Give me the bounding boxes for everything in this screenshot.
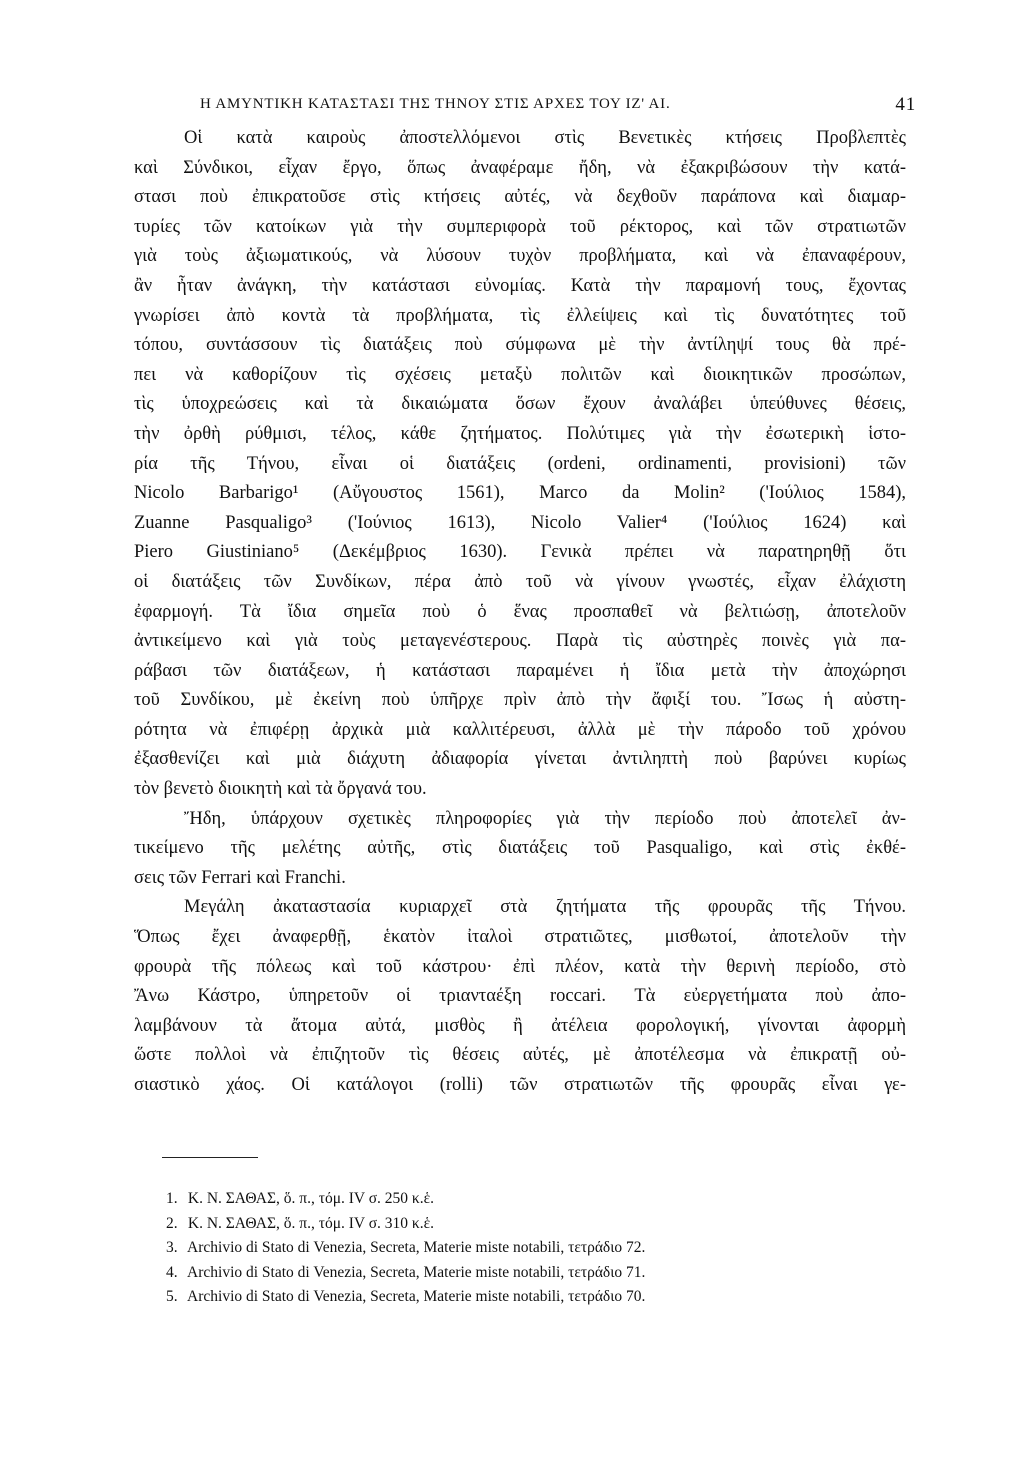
- text-line: ρία τῆς Τήνου, εἶναι οἱ διατάξεις (ordeni, ordinamenti, provisioni) τῶν: [134, 453, 906, 474]
- footnote-number: 3.: [166, 1239, 178, 1256]
- footnote-number: 2.: [166, 1214, 178, 1232]
- text-line: σιαστικὸ χάος. Οἱ κατάλογοι (rolli) τῶν στρατιωτῶν τῆς φρουρᾶς εἶναι γε-: [134, 1075, 906, 1095]
- text-line: σεις τῶν Ferrari καὶ Franchi.: [134, 867, 346, 888]
- running-header: [200, 96, 916, 120]
- footnote-text: Κ. Ν. ΣΑΘΑΣ, ὅ. π., τόμ. IV σ. 250 κ.ἑ.: [187, 1190, 434, 1207]
- footnote: [166, 1285, 886, 1310]
- text-line: λαμβάνουν τὰ ἄτομα αὐτά, μισθὸς ἢ ἀτέλεια φορολογική, γίνονται ἀφορμὴ: [134, 1015, 906, 1036]
- text-line: τὸν βενετὸ διοικητὴ καὶ τὰ ὄργανά του.: [134, 779, 427, 800]
- text-line: ἂν ἦταν ἀνάγκη, τὴν κατάστασι εὐνομίας. Κατὰ τὴν παραμονή τους, ἔχοντας: [134, 275, 906, 296]
- text-line: Ὅπως ἔχει ἀναφερθῇ, ἑκατὸν ἰταλοὶ στρατιῶτες, μισθωτοί, ἀποτελοῦν τὴν: [134, 927, 906, 948]
- footnote-number: 4.: [166, 1263, 178, 1281]
- text-line: ρότητα νὰ ἐπιφέρῃ ἀρχικὰ μιὰ καλλιτέρευσι, ἀλλὰ μὲ τὴν πάροδο τοῦ χρόνου: [134, 719, 906, 740]
- text-line: ἐξασθενίζει καὶ μιὰ διάχυτη ἀδιαφορία γίνεται ἀντιληπτὴ ποὺ βαρύνει κυρίως: [134, 749, 906, 770]
- text-line: Nicolo Barbarigo¹ (Αὔγουστος 1561), Marco da Molin² ('Ιούλιος 1584),: [134, 483, 906, 504]
- text-line: στασι ποὺ ἐπικρατοῦσε στὶς κτήσεις αὐτές, νὰ δεχθοῦν παράπονα καὶ διαμαρ-: [134, 187, 906, 208]
- text-line: οἱ διατάξεις τῶν Συνδίκων, πέρα ἀπὸ τοῦ νὰ γίνουν γνωστές, εἶχαν ἐλάχιστη: [134, 571, 906, 592]
- text-line: τόπου, συντάσσουν τὶς διατάξεις ποὺ σύμφωνα μὲ τὴν ἀντίληψί τους θὰ πρέ-: [134, 335, 906, 356]
- text-line: φρουρὰ τῆς πόλεως καὶ τοῦ κάστρου· ἐπὶ πλέον, κατὰ τὴν θερινὴ περίοδο, στὸ: [134, 956, 906, 977]
- text-line: ράβασι τῶν διατάξεων, ἡ κατάστασι παραμένει ἡ ἴδια μετὰ τὴν ἀποχώρησι: [134, 660, 906, 681]
- text-line: γνωρίσει ἀπὸ κοντὰ τὰ προβλήματα, τὶς ἐλλείψεις καὶ τὶς δυνατότητες τοῦ: [134, 305, 906, 326]
- text-line: Ἄνω Κάστρο, ὑπηρετοῦν οἱ τριανταέξη roccari. Τὰ εὐεργετήματα ποὺ ἀπο-: [134, 986, 906, 1007]
- text-line: τὶς ὑποχρεώσεις καὶ τὰ δικαιώματα ὅσων ἔχουν ἀναλάβει ὑπεύθυνες θέσεις,: [134, 394, 906, 415]
- footnote: [166, 1187, 886, 1212]
- footnote-text: Κ. Ν. ΣΑΘΑΣ, ὅ. π., τόμ. IV σ. 310 κ.ἑ.: [187, 1214, 434, 1232]
- text-line: πει νὰ καθορίζουν τὶς σχέσεις μεταξὺ πολιτῶν καὶ διοικητικῶν προσώπων,: [134, 364, 906, 385]
- footnote-divider: [162, 1157, 258, 1158]
- text-line: τοῦ Συνδίκου, μὲ ἐκείνη ποὺ ὑπῆρχε πρὶν ἀπὸ τὴν ἄφιξί του. Ἴσως ἡ αὐστη-: [134, 690, 906, 711]
- footnote: [166, 1236, 886, 1261]
- page-number: 41: [895, 94, 916, 115]
- text-line: ἐφαρμογή. Τὰ ἴδια σημεῖα ποὺ ὁ ἕνας προσπαθεῖ νὰ βελτιώσῃ, ἀποτελοῦν: [134, 601, 906, 622]
- text-line: τὴν ὀρθὴ ρύθμισι, τέλος, κάθε ζητήματος. Πολύτιμες γιὰ τὴν ἐσωτερικὴ ἱστο-: [134, 423, 906, 444]
- footnote-text: Archivio di Stato di Venezia, Secreta, Materie miste notabili, τετράδιο 71.: [187, 1263, 646, 1281]
- footnotes: [166, 1187, 886, 1310]
- running-title: Η ΑΜΥΝΤΙΚΗ ΚΑΤΑΣΤΑΣΙ ΤΗΣ ΤΗΝΟΥ ΣΤΙΣ ΑΡΧΕΣ ΤΟΥ ΙΖ' ΑΙ.: [200, 96, 671, 112]
- text-line: Οἱ κατὰ καιροὺς ἀποστελλόμενοι στὶς Βενετικὲς κτήσεις Προβλεπτὲς: [184, 128, 906, 148]
- text-line: Ἤδη, ὑπάρχουν σχετικὲς πληροφορίες γιὰ τὴν περίοδο ποὺ ἀποτελεῖ ἀν-: [184, 808, 906, 829]
- footnote-text: Archivio di Stato di Venezia, Secreta, Materie miste notabili, τετράδιο 72.: [187, 1239, 646, 1256]
- footnote-number: 5.: [166, 1288, 178, 1305]
- text-line: Μεγάλη ἀκαταστασία κυριαρχεῖ στὰ ζητήματα τῆς φρουρᾶς τῆς Τήνου.: [184, 897, 906, 918]
- footnote: [166, 1212, 886, 1237]
- body-text: [134, 124, 906, 1101]
- footnote: [166, 1261, 886, 1286]
- footnote-number: 1.: [166, 1190, 178, 1207]
- text-line: ὥστε πολλοὶ νὰ ἐπιζητοῦν τὶς θέσεις αὐτές, μὲ ἀποτέλεσμα νὰ ἐπικρατῇ οὐ-: [134, 1045, 906, 1066]
- text-line: τυρίες τῶν κατοίκων γιὰ τὴν συμπεριφορὰ τοῦ ρέκτορος, καὶ τῶν στρατιωτῶν: [134, 216, 906, 237]
- text-line: καὶ Σύνδικοι, εἶχαν ἔργο, ὅπως ἀναφέραμε ἤδη, νὰ ἐξακριβώσουν τὴν κατά-: [134, 157, 906, 178]
- text-line: Piero Giustiniano⁵ (Δεκέμβριος 1630). Γενικὰ πρέπει νὰ παρατηρηθῇ ὅτι: [134, 542, 906, 563]
- text-line: ἀντικείμενο καὶ γιὰ τοὺς μεταγενέστερους. Παρὰ τὶς αὐστηρὲς ποινὲς γιὰ πα-: [134, 631, 906, 652]
- text-line: γιὰ τοὺς ἀξιωματικούς, νὰ λύσουν τυχὸν προβλήματα, καὶ νὰ ἐπαναφέρουν,: [134, 246, 906, 267]
- footnote-text: Archivio di Stato di Venezia, Secreta, Materie miste notabili, τετράδιο 70.: [187, 1288, 646, 1305]
- text-line: Zuanne Pasqualigo³ ('Ιούνιος 1613), Nicolo Valier⁴ ('Ιούλιος 1624) καὶ: [134, 512, 906, 533]
- text-line: τικείμενο τῆς μελέτης αὐτῆς, στὶς διατάξεις τοῦ Pasqualigo, καὶ στὶς ἐκθέ-: [134, 838, 906, 859]
